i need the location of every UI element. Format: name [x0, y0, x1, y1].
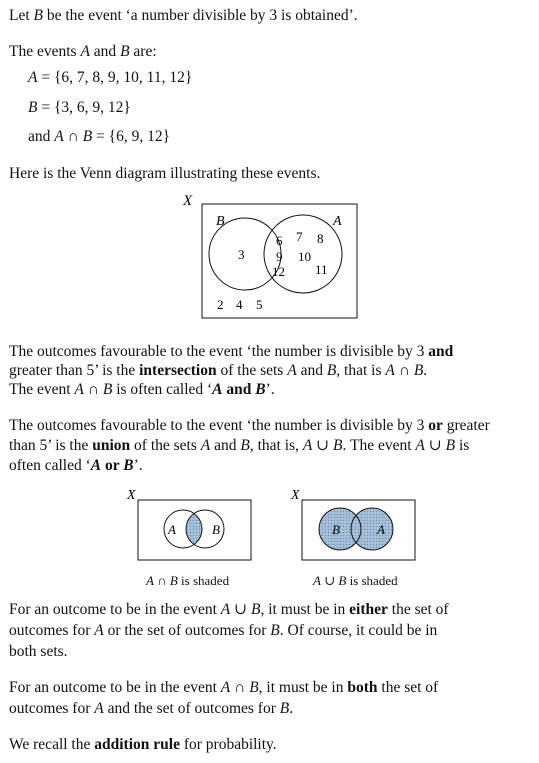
- element-11: 11: [315, 262, 328, 277]
- intro-paragraph: Let B be the event ‘a number divisible by 3 is obtained’.: [9, 7, 358, 24]
- element-5: 5: [256, 297, 263, 312]
- label-b-left: B: [212, 522, 220, 537]
- element-2: 2: [217, 297, 224, 312]
- universe-label-left: X: [127, 488, 136, 503]
- element-3: 3: [238, 247, 245, 262]
- closing-line: We recall the addition rule for probability.: [9, 736, 277, 753]
- or-paragraph-line3: both sets.: [9, 643, 68, 660]
- venn-intro: Here is the Venn diagram illustrating these events.: [9, 165, 321, 182]
- label-a-right: A: [377, 522, 385, 537]
- label-b: B: [216, 214, 225, 229]
- label-a: A: [333, 214, 342, 229]
- caption-union: A ∪ B is shaded: [313, 573, 398, 588]
- union-paragraph-line3: often called ‘A or B’.: [9, 457, 143, 474]
- universe-label: X: [183, 193, 193, 209]
- intersection-paragraph-line2: greater than 5’ is the intersection of the sets A and B, that is A ∩ B.: [9, 362, 428, 379]
- caption-intersection: A ∩ B is shaded: [146, 573, 230, 588]
- element-6: 6: [276, 233, 283, 248]
- union-paragraph-line1: The outcomes favourable to the event ‘the number is divisible by 3 or greater: [9, 417, 490, 434]
- and-paragraph-line2: outcomes for A and the set of outcomes for B.: [9, 700, 294, 717]
- events-intro: The events A and B are:: [9, 43, 157, 60]
- element-9: 9: [276, 249, 283, 264]
- union-paragraph-line2: than 5’ is the union of the sets A and B, that is, A ∪ B. The event A ∪ B is: [9, 437, 470, 454]
- element-8: 8: [317, 231, 324, 246]
- element-12: 12: [272, 264, 285, 279]
- set-a-definition: A = {6, 7, 8, 9, 10, 11, 12}: [28, 69, 193, 86]
- venn-diagram-main: [0, 192, 539, 322]
- label-a-left: A: [168, 522, 176, 537]
- venn-diagram-small-pair: [0, 486, 539, 571]
- element-10: 10: [298, 249, 311, 264]
- set-b-definition: B = {3, 6, 9, 12}: [28, 99, 131, 116]
- label-b-right: B: [332, 522, 340, 537]
- or-paragraph-line1: For an outcome to be in the event A ∪ B, it must be in either the set of: [9, 601, 449, 618]
- intersection-paragraph-line3: The event A ∩ B is often called ‘A and B’.: [9, 381, 275, 398]
- and-paragraph-line1: For an outcome to be in the event A ∩ B, it must be in both the set of: [9, 679, 439, 696]
- intersection-definition: and A ∩ B = {6, 9, 12}: [28, 128, 171, 145]
- element-7: 7: [296, 229, 303, 244]
- intersection-paragraph-line1: The outcomes favourable to the event ‘the number is divisible by 3 and: [9, 343, 454, 360]
- universe-label-right: X: [291, 488, 300, 503]
- or-paragraph-line2: outcomes for A or the set of outcomes for B. Of course, it could be in: [9, 622, 438, 639]
- element-4: 4: [236, 297, 243, 312]
